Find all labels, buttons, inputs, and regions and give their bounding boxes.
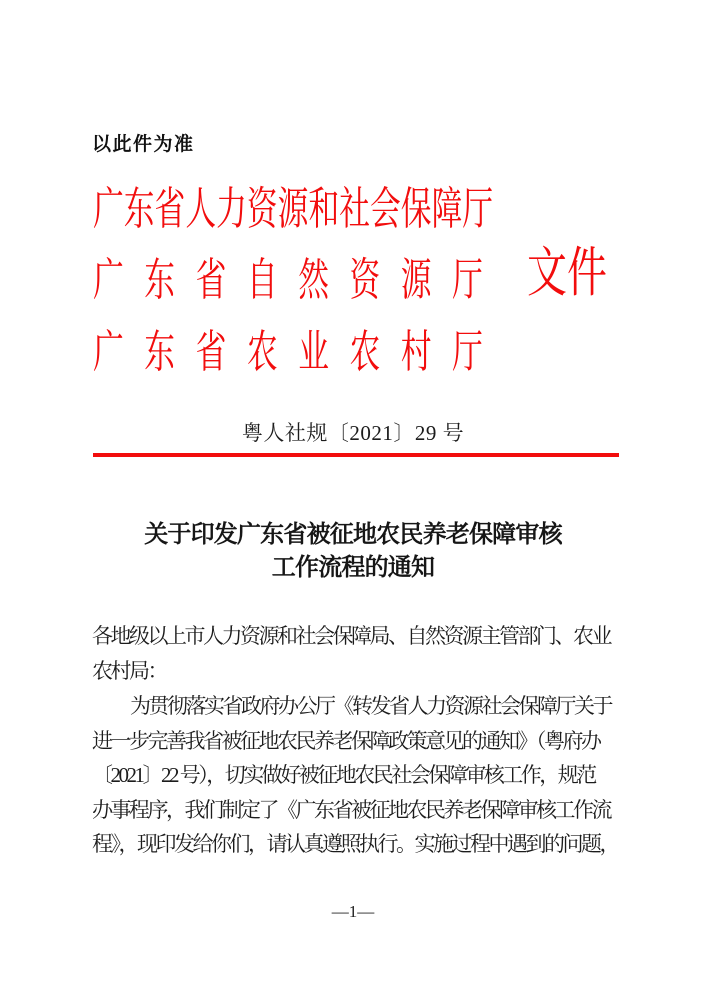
body-line: 办事程序，我们制定了《广东省被征地农民养老保障审核工作流: [92, 797, 610, 822]
stamp-note: 以此件为准: [92, 134, 195, 155]
letterhead-doc-type: 文件: [527, 243, 607, 303]
body-line: 程》，现印发给你们，请认真遵照执行。实施过程中遇到的问题，: [92, 832, 618, 856]
title-line-1: 关于印发广东省被征地农民养老保障审核: [144, 522, 562, 548]
body-line: 为贯彻落实省政府办公厅《转发省人力资源社会保障厅关于: [130, 694, 611, 718]
document-body: [92, 619, 628, 862]
letterhead-dept-3: 广东省农业农村厅: [93, 327, 504, 377]
red-divider: [93, 453, 619, 457]
letterhead-dept-1: 广东省人力资源和社会保障厅: [93, 184, 494, 234]
body-line: 〔2021〕22 号），切实做好被征地农民社会保障审核工作，规范: [92, 763, 595, 787]
letterhead-dept-2: 广东省自然资源厅: [93, 255, 504, 305]
page-number: —1—: [331, 902, 375, 921]
body-line: 农村局：: [92, 658, 166, 683]
title-line-2: 工作流程的通知: [271, 555, 435, 581]
body-line: 各地级以上市人力资源和社会保障局、自然资源主管部门、农业: [92, 624, 610, 648]
body-line: 进一步完善我省被征地农民养老保障政策意见的通知》（粤府办: [92, 728, 600, 753]
document-title: [0, 519, 706, 585]
doc-number: 粤人社规〔2021〕29 号: [241, 421, 465, 445]
